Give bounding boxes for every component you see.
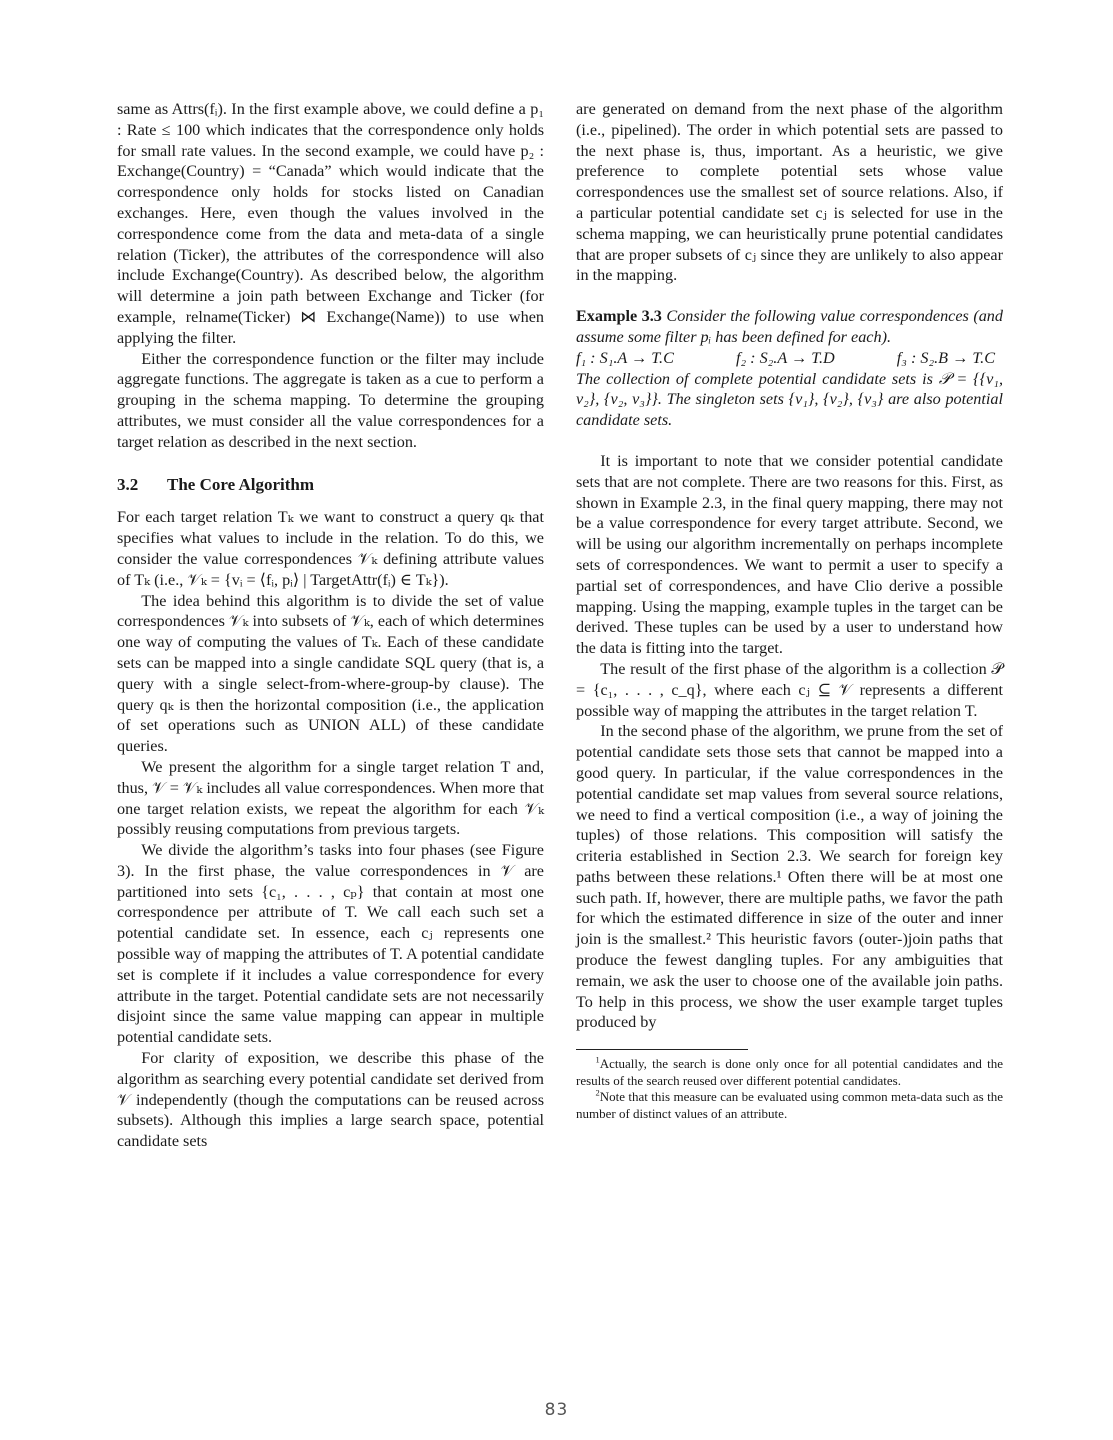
paragraph-first-phase-result: The result of the first phase of the algorithm is a collection 𝒫 = {c₁, . . . , c_q}, where each cⱼ ⊆ 𝒱 represents a different possible way of mapping the attributes in the target relation T. bbox=[576, 659, 1003, 720]
example-intro: Consider the following value correspondences (and assume some filter pᵢ has been defined for each). bbox=[576, 307, 1003, 346]
paragraph-filter-examples: same as Attrs(fᵢ). In the first example above, we could define a p₁ : Rate ≤ 100 which indicates that the correspondence only holds for small rate values. In the second example, we could have p₂ : Exchange(Country) = “Canada” which would indicate that the correspondence only holds for stocks listed on Canadian exchanges. Here, even though the values involved in the correspondence come from the data and meta-data of a single relation (Ticker), the attributes of the correspondence will also include Exchange(Country). As described below, the algorithm will determine a join path between Exchange and Ticker (for example, relname(Ticker) ⋈ Exchange(Name)) to use when applying the filter. bbox=[117, 100, 544, 347]
left-column bbox=[117, 99, 544, 1152]
paragraph-pipelined: are generated on demand from the next phase of the algorithm (i.e., pipelined). The order in which potential sets are passed to the next phase is, thus, important. As a heuristic, we give preference to complete potential sets whose value correspondences use the smallest set of source relations. Also, if a particular potential candidate set cⱼ is selected for use in the schema mapping, we can heuristically prune potential candidates that are proper subsets of cⱼ since they are unlikely to also appear in the mapping. bbox=[576, 100, 1003, 285]
footnote-2: $^2$Note that this measure can be evaluated using common meta-data such as the number of distinct values of an attribute. bbox=[576, 1088, 1003, 1122]
example-formulas bbox=[576, 348, 1003, 369]
page-number: 83 bbox=[544, 1400, 569, 1420]
formula-f3: f₃ : S₂.B → T.C bbox=[896, 348, 995, 367]
section-title: The Core Algorithm bbox=[167, 474, 315, 494]
paragraph-second-phase: In the second phase of the algorithm, we prune from the set of potential candidate sets those sets that cannot be mapped into a good query. In particular, if the value correspondences in the potential candidate set map values from several source relations, we need to find a vertical composition (i.e., a way of joining the tuples) of those relations. This composition will satisfy the criteria established in Section 2.3. We search for foreign key paths between these relations.¹ Often there will be at most one such path. If, however, there are multiple paths, we favor the path for which the estimated difference in size of the outer and inner join is the smallest.² This heuristic favors (outer-)join paths that produce the fewest dangling tuples. For any ambiguities that remain, we ask the user to choose one of the available join paths. To help in this process, we show the user example target tuples produced by bbox=[576, 722, 1003, 1032]
paragraph-aggregate-functions: Either the correspondence function or the filter may include aggregate functions. The aggregate is taken as a cue to perform a grouping in the schema mapping. To determine the grouping attributes, we must consider all the value correspondences for a target relation as described in the next section. bbox=[117, 349, 544, 451]
paragraph-core-intro: For each target relation Tₖ we want to construct a query qₖ that specifies what values to include in the relation. To do this, we consider the value correspondences 𝒱ₖ defining attribute values of Tₖ (i.e., 𝒱ₖ = {vᵢ = ⟨fᵢ, pᵢ⟩ | TargetAttr(fᵢ) ∈ Tₖ}). bbox=[117, 508, 544, 589]
example-block bbox=[576, 306, 1003, 431]
paragraph-four-phases: We divide the algorithm’s tasks into four phases (see Figure 3). In the first phase, the value correspondences in 𝒱 are partitioned into sets {c₁, . . . , cₚ} that contain at most one correspondence per attribute of T. We call each such set a potential candidate set. In essence, each cⱼ represents one possible way of mapping the attributes of T. A potential candidate set is complete if it includes a value correspondence for every attribute in the target. Potential candidate sets are not necessarily disjoint since the same value mapping can appear in multiple potential candidate sets. bbox=[117, 841, 544, 1047]
paragraph-single-target: We present the algorithm for a single target relation T and, thus, 𝒱 = 𝒱ₖ includes all value correspondences. When more that one target relation exists, we repeat the algorithm for each 𝒱ₖ possibly reusing computations from previous targets. bbox=[117, 757, 544, 839]
section-heading bbox=[117, 475, 544, 496]
formula-f1: f₁ : S₁.A → T.C bbox=[576, 348, 674, 367]
footnote-divider bbox=[576, 1049, 748, 1050]
paragraph-candidate-sets: The idea behind this algorithm is to divide the set of value correspondences 𝒱ₖ into subsets of 𝒱ₖ, each of which determines one way of computing the values of Tₖ. Each of these candidate sets can be mapped into a single candidate SQL query (that is, a query with a single select-from-where-group-by clause). The query qₖ is then the horizontal composition (i.e., the application of set operations such as UNION ALL) of these candidate queries. bbox=[117, 591, 544, 756]
section-number: 3.2 bbox=[117, 474, 139, 494]
example-conclusion: The collection of complete potential candidate sets is 𝒫 = {{v₁, v₂}, {v₂, v₃}}. The singleton sets {v₁}, {v₂}, {v₃} are also potential candidate sets. bbox=[576, 369, 1003, 430]
right-column bbox=[576, 99, 1003, 1123]
example-label: Example 3.3 bbox=[576, 307, 662, 326]
paragraph-incomplete-sets: It is important to note that we consider potential candidate sets that are not complete. There are two reasons for this. First, as shown in Example 2.3, in the final query mapping, there may not be a value correspondence for every target attribute. Second, we will be using our algorithm incrementally on perhaps incomplete sets of correspondences. We want to permit a user to specify a partial set of correspondences, and have Clio derive a possible mapping. Using the mapping, example tuples in the target can be derived. These tuples can be used by a user to understand how the data is fitting into the target. bbox=[576, 451, 1003, 658]
footnote-1: $^1$Actually, the search is done only once for all potential candidates and the results of the search reused over different potential candidates. bbox=[576, 1054, 1003, 1088]
paragraph-exposition: For clarity of exposition, we describe this phase of the algorithm as searching every potential candidate set derived from 𝒱 independently (though the computations can be reused across subsets). Although this implies a large search space, potential candidate sets bbox=[117, 1049, 544, 1151]
formula-f2: f₂ : S₂.A → T.D bbox=[735, 348, 835, 367]
